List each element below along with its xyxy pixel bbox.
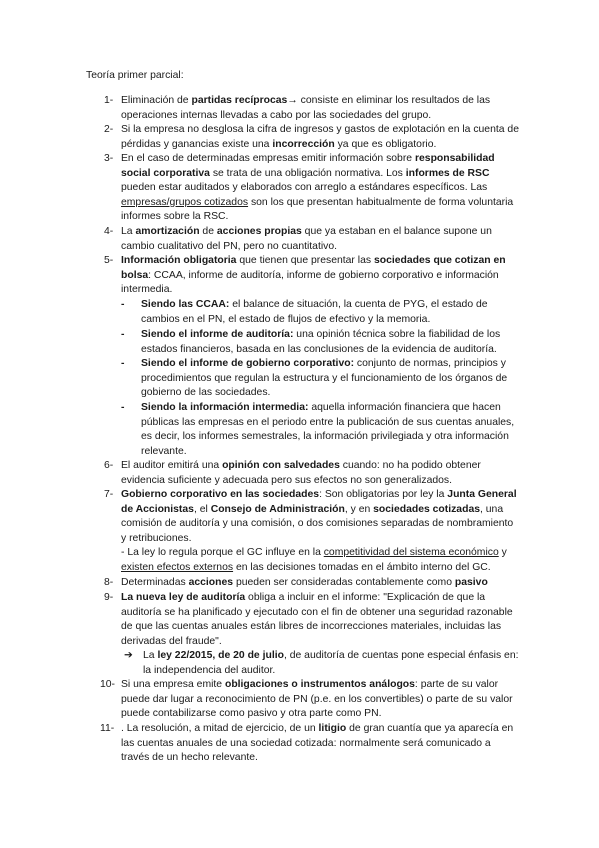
text-run: : CCAA, informe de auditoría, informe de gobierno corporativo e información intermedia. xyxy=(121,269,499,296)
item-number: 4- xyxy=(104,226,114,237)
item-number: 8- xyxy=(104,577,114,588)
bold-text: Siendo el informe de auditoría: xyxy=(141,329,294,340)
sub-item-text xyxy=(141,298,519,327)
sub-item-text xyxy=(141,328,519,357)
text-run: el balance de situación, la cuenta de PYG, el estado de cambios en el PN, el estado de flujos de efectivo y la memoria. xyxy=(141,299,488,325)
bold-text: sociedades que cotizan en bolsa xyxy=(121,255,506,281)
text-run: de gran cuantía que ya aparecía en las cuentas anuales de una sociedad cotizada: normalmente será comunicado a través de un hecho relevante. xyxy=(121,723,514,764)
item-text xyxy=(121,225,519,254)
bold-text: La nueva ley de auditoría xyxy=(121,592,246,603)
text-run: son los que presentan habitualmente de forma voluntaria informes sobre la RSC. xyxy=(121,196,514,223)
text-run: La xyxy=(143,650,158,661)
text-run: de xyxy=(199,226,217,237)
item-number: 6- xyxy=(104,460,114,471)
bold-text: Información obligatoria xyxy=(121,255,237,266)
note-text xyxy=(143,649,519,678)
bold-text: informes de RSC xyxy=(405,167,490,179)
text-run: que tienen que presentar las xyxy=(236,255,374,266)
bold-text: Siendo la información intermedia: xyxy=(141,402,309,413)
bold-text: opinión con salvedades xyxy=(222,460,340,471)
bold-text: acciones propias xyxy=(216,226,302,237)
text-run: una opinión técnica sobre la fiabilidad de los estados financieros, basada en las conclusiones de la evidencia de auditoría. xyxy=(141,329,501,355)
text-run: , el xyxy=(193,503,211,515)
item-text xyxy=(121,678,519,722)
item-text xyxy=(121,254,519,298)
item-text xyxy=(121,576,519,591)
item-number: 9- xyxy=(104,592,114,603)
bold-text: acciones xyxy=(188,577,234,588)
text-run: conjunto de normas, principios y procedimientos que regulan la estructura y el funcionamiento de los órganos de gobierno de las sociedades. xyxy=(141,358,508,399)
note-text xyxy=(121,546,519,575)
underlined-text: competitividad del sistema económico xyxy=(323,547,499,558)
item-text xyxy=(121,459,519,488)
item-text xyxy=(121,123,519,152)
text-run: ya que es obligatorio. xyxy=(334,138,437,150)
text-run: El auditor emitirá una xyxy=(121,460,223,471)
underlined-text: existen efectos externos xyxy=(121,561,234,573)
bold-text: obligaciones o instrumentos análogos xyxy=(224,679,415,690)
text-run: La xyxy=(121,226,136,237)
text-run: y xyxy=(498,547,507,558)
text-run: . La resolución, a mitad de ejercicio, de un xyxy=(121,723,319,734)
bold-text: Siendo las CCAA: xyxy=(141,299,230,310)
text-run: Eliminación de xyxy=(121,95,192,106)
text-run: que ya estaban en el balance supone un cambio cualitativo del PN, pero no cuantitativo. xyxy=(121,226,492,252)
text-run: En el caso de determinadas empresas emitir información sobre xyxy=(121,153,415,164)
bold-text: Gobierno corporativo en las sociedades xyxy=(121,489,320,500)
underlined-text: empresas/grupos cotizados xyxy=(121,196,249,208)
bold-text: litigio xyxy=(318,723,347,734)
sub-item-text xyxy=(141,401,519,459)
text-run: - La ley lo regula porque el GC influye en la xyxy=(121,547,324,558)
text-run: , de auditoría de cuentas pone especial énfasis en: la independencia del auditor. xyxy=(143,650,519,676)
text-run: pueden ser consideradas contablemente como xyxy=(233,577,455,588)
bold-text: Junta General de Accionistas xyxy=(121,489,517,515)
text-run: en las decisiones tomadas en el ámbito interno del GC. xyxy=(233,561,491,573)
text-run: aquella información financiera que hacen públicas las empresas en el periodo entre la publicación de sus cuentas anuales, es decir, los informes semestrales, la información privilegiada y otra información relevante. xyxy=(141,402,515,457)
text-run: pueden estar auditados y elaborados con arreglo a estándares específicos. Las xyxy=(121,182,488,194)
bold-text: pasivo xyxy=(454,577,488,588)
text-run: Si la empresa no desglosa la cifra de ingresos y gastos de explotación en la cuenta de pérdidas y ganancias existe una xyxy=(121,124,519,150)
item-text xyxy=(121,591,519,649)
text-run: , y en xyxy=(344,503,374,515)
bullet-dash: - xyxy=(121,402,125,413)
item-number: 7- xyxy=(104,489,114,500)
text-run: : Son obligatorias por ley la xyxy=(319,489,448,500)
text-run: Si una empresa emite xyxy=(121,679,225,690)
bold-text: incorrección xyxy=(272,138,335,150)
bold-text: responsabilidad social corporativa xyxy=(121,153,495,179)
bullet-dash: - xyxy=(121,299,125,310)
bold-text: Siendo el informe de gobierno corporativo: xyxy=(141,358,355,369)
item-number: 5- xyxy=(104,255,114,266)
item-number: 3- xyxy=(104,153,114,164)
text-run: , una comisión de auditoría y una comisión, o dos comisiones separadas de nombramiento y retribuciones. xyxy=(121,503,514,544)
text-run: obliga a incluir en el informe: "Explicación de que la auditoría se ha planificado y ejecutado con el fin de obtener una seguridad razonable de que las cuentas anuales están libres de incorrecciones materiales, incluidas las derivadas del fraude". xyxy=(121,592,513,647)
text-run: se trata de una obligación normativa. Los xyxy=(209,167,406,179)
arrow-icon: ➔ xyxy=(124,650,133,661)
text-run: Determinadas xyxy=(121,577,189,588)
text-run: → consiste en eliminar los resultados de las operaciones internas llevadas a cabo por las sociedades del grupo. xyxy=(121,95,491,121)
text-run: cuando: no ha podido obtener evidencia suficiente y adecuada pero sus efectos no son generalizados. xyxy=(121,460,481,486)
item-number: 11- xyxy=(100,723,115,734)
item-text xyxy=(121,488,519,546)
bold-text: Consejo de Administración xyxy=(210,503,345,515)
item-number: 1- xyxy=(104,95,114,106)
sub-item-text xyxy=(141,357,519,401)
bullet-dash: - xyxy=(121,358,125,369)
item-text xyxy=(121,722,519,766)
bold-text: partidas recíprocas xyxy=(191,95,288,106)
bold-text: sociedades cotizadas xyxy=(373,503,480,515)
item-text xyxy=(121,152,519,225)
bold-text: amortización xyxy=(135,226,200,237)
bullet-dash: - xyxy=(121,329,125,340)
item-text xyxy=(121,94,519,123)
text-run: : parte de su valor puede dar lugar a reconocimiento de PN (p.e. en los convertibles) o parte de su valor puede contabilizarse como pasivo y otra parte como PN. xyxy=(121,679,513,720)
item-number: 2- xyxy=(104,124,114,135)
item-number: 10- xyxy=(100,679,116,690)
bold-text: ley 22/2015, de 20 de julio xyxy=(157,650,284,661)
page-title: Teoría primer parcial: xyxy=(86,70,184,81)
